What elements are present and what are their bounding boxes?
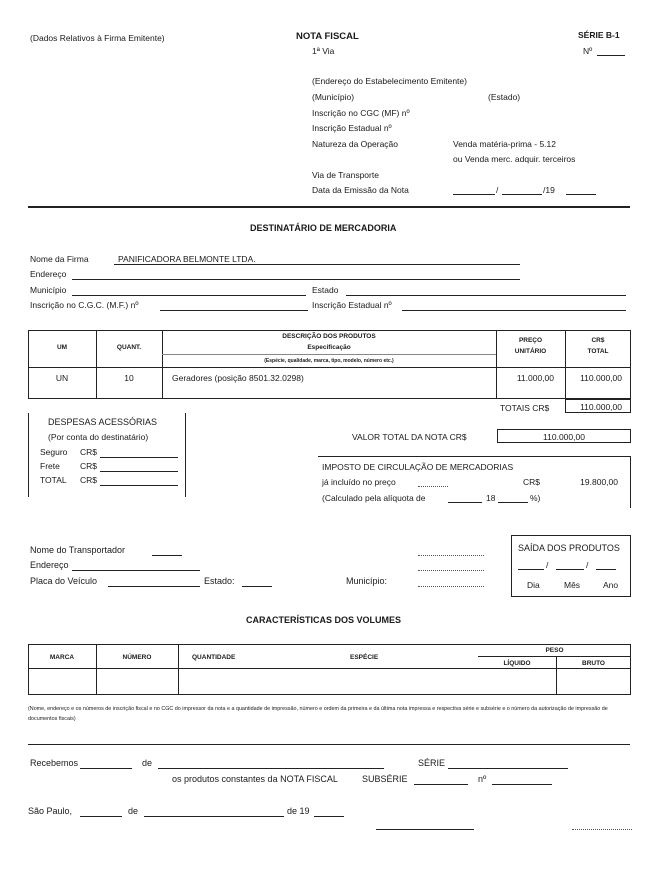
frete-field[interactable] (100, 471, 178, 472)
inscricao-estadual-field[interactable] (402, 310, 626, 311)
recibo-de: de (142, 758, 153, 768)
saida-dia-label: Dia (527, 580, 540, 590)
date-sep-2: /19 (543, 185, 555, 195)
municipio-field[interactable] (72, 295, 306, 296)
assinatura-mes-field[interactable] (144, 816, 284, 817)
natureza-value-2: ou Venda merc. adquir. terceiros (453, 154, 576, 164)
recibo-nro-label: nº (478, 774, 487, 784)
totais-value: 110.000,00 (580, 402, 622, 412)
valor-total-value: 110.000,00 (543, 432, 585, 442)
icm-value: 19.800,00 (580, 477, 618, 487)
numero-field[interactable] (597, 55, 625, 56)
vol-peso-header: PESO (545, 647, 564, 654)
vol-quantidade-header: QUANTIDADE (192, 654, 236, 661)
col-desc-note: (Espécie, qualidade, marca, tipo, modelo, número etc.) (264, 358, 394, 364)
emitente-cgc: Inscrição no CGC (MF) nº (312, 108, 410, 118)
assinatura-de-19: de 19 (287, 806, 310, 816)
row-quant: 10 (124, 373, 134, 383)
total-despesas-cr: CR$ (80, 475, 98, 485)
col-um-header: UM (56, 344, 68, 351)
saida-mes-label: Mês (564, 580, 581, 590)
transportador-label: Nome do Transportador (30, 545, 126, 555)
desc-sub-divider (162, 354, 496, 355)
placa-label: Placa do Veículo (30, 576, 98, 586)
col-desc-sub: Especificação (307, 344, 351, 351)
cgc-field[interactable] (160, 310, 308, 311)
seguro-field[interactable] (100, 457, 178, 458)
icm-cr: CR$ (523, 477, 541, 487)
col-divider-1 (96, 330, 97, 399)
assinatura-dia-field[interactable] (80, 816, 122, 817)
header-divider (28, 206, 630, 208)
form-title: NOTA FISCAL (296, 31, 359, 42)
icm-aliquota-field-2[interactable] (498, 502, 528, 503)
vol-col-divider-1 (96, 644, 97, 695)
products-header-divider (28, 367, 631, 368)
date-sep-1: / (496, 185, 499, 195)
inscricao-estadual-label: Inscrição Estadual nº (312, 300, 392, 310)
icm-title: IMPOSTO DE CIRCULAÇÃO DE MERCADORIAS (322, 462, 514, 472)
total-despesas-field[interactable] (100, 485, 178, 486)
icm-fill-1 (418, 486, 448, 487)
recibo-subserie-field[interactable] (414, 784, 468, 785)
endereco-label: Endereço (30, 269, 67, 279)
transporte-estado-label: Estado: (204, 576, 235, 586)
vol-col-divider-2 (178, 644, 179, 695)
assinatura-de-1: de (128, 806, 139, 816)
recibo-subserie-label: SUBSÉRIE (362, 774, 408, 784)
col-divider-2 (162, 330, 163, 399)
emitente-endereco: (Endereço do Estabelecimento Emitente) (312, 76, 467, 86)
saida-mes-field[interactable] (556, 569, 584, 570)
assinatura-line-2[interactable] (572, 829, 632, 830)
data-emissao-label: Data da Emissão da Nota (312, 185, 409, 195)
recibo-serie-field[interactable] (448, 768, 568, 769)
transportador-field-2[interactable] (418, 555, 484, 556)
totais-label: TOTAIS CR$ (500, 403, 550, 413)
vol-especie-header: ESPÉCIE (350, 654, 379, 661)
volumes-header-divider (28, 668, 631, 669)
seguro-label: Seguro (40, 447, 68, 457)
icm-aliquota-value: 18 (486, 493, 496, 503)
col-desc-header: DESCRIÇÃO DOS PRODUTOS (282, 333, 376, 340)
serie-label: SÉRIE B-1 (578, 30, 620, 40)
row-um: UN (55, 373, 69, 383)
transporte-endereco-label: Endereço (30, 560, 69, 570)
placa-field[interactable] (108, 586, 200, 587)
transportador-field[interactable] (152, 555, 182, 556)
icm-aliquota-field[interactable] (448, 502, 482, 503)
frete-label: Frete (40, 461, 60, 471)
municipio-label: Município (30, 285, 67, 295)
saida-ano-field[interactable] (596, 569, 616, 570)
assinatura-ano-field[interactable] (314, 816, 344, 817)
printer-footnote: (Nome, endereço e os números de inscrição fiscal e no CGC do impressor da nota e a quantidade de impressão, número e ordem da primeira e da última nota impressa e respectiva série e subsérie e o número da autorização de impressão de documentos fiscais) (28, 706, 608, 722)
estado-field[interactable] (346, 295, 626, 296)
icm-line1: já incluído no preço (322, 477, 396, 487)
via-label: 1ª Via (312, 46, 335, 56)
col-quant-header: QUANT. (116, 344, 142, 351)
recibo-line2: os produtos constantes da NOTA FISCAL (172, 774, 338, 784)
icm-line2-c: %) (530, 493, 541, 503)
recibo-serie-label: SÉRIE (418, 758, 446, 768)
despesas-title: DESPESAS ACESSÓRIAS (48, 417, 158, 427)
vol-bruto-header: BRUTO (582, 660, 605, 667)
seguro-cr: CR$ (80, 447, 98, 457)
via-transporte-label: Via de Transporte (312, 170, 379, 180)
nome-firma-field[interactable] (114, 264, 520, 265)
emitente-municipio: (Município) (312, 92, 355, 102)
emitente-estado: (Estado) (488, 92, 521, 102)
transporte-endereco-field[interactable] (72, 570, 200, 571)
row-desc: Geradores (posição 8501.32.0298) (172, 373, 304, 383)
nome-firma-value: PANIFICADORA BELMONTE LTDA. (118, 254, 256, 264)
volumes-title: CARACTERÍSTICAS DOS VOLUMES (246, 615, 402, 625)
col-preco-sub: UNITÁRIO (514, 348, 547, 355)
row-total: 110.000,00 (580, 373, 622, 383)
numero-label: Nº (583, 46, 593, 56)
cgc-label: Inscrição no C.G.C. (M.F.) nº (30, 300, 139, 310)
saida-ano-label: Ano (603, 580, 619, 590)
natureza-label: Natureza da Operação (312, 139, 398, 149)
frete-cr: CR$ (80, 461, 98, 471)
endereco-field[interactable] (72, 279, 520, 280)
transporte-municipio-label: Município: (346, 576, 388, 586)
sender-note: (Dados Relativos à Firma Emitente) (30, 33, 165, 43)
saida-title: SAÍDA DOS PRODUTOS (518, 543, 620, 553)
saida-sep-1: / (546, 560, 549, 570)
recebemos-field[interactable] (80, 768, 132, 769)
emissao-dia-field[interactable] (453, 194, 495, 195)
transporte-estado-field[interactable] (242, 586, 272, 587)
despesas-left-border (28, 413, 29, 497)
emissao-mes-field[interactable] (502, 194, 542, 195)
valor-total-label: VALOR TOTAL DA NOTA CR$ (352, 432, 467, 442)
icm-line2-a: (Calculado pela alíquota de (322, 493, 426, 503)
col-total-header: CR$ (591, 337, 605, 344)
transporte-endereco-field-2[interactable] (418, 570, 484, 571)
estado-label: Estado (312, 285, 339, 295)
peso-divider (478, 656, 631, 657)
natureza-value-1: Venda matéria-prima - 5.12 (453, 139, 556, 149)
recebemos-label: Recebemos (30, 758, 79, 768)
emitente-inscricao: Inscrição Estadual nº (312, 123, 392, 133)
row-preco: 11.000,00 (516, 373, 554, 383)
saida-sep-2: / (586, 560, 589, 570)
vol-marca-header: MARCA (49, 654, 75, 661)
despesas-subtitle: (Por conta do destinatário) (48, 432, 149, 442)
recibo-nro-field[interactable] (492, 784, 552, 785)
emissao-ano-field[interactable] (566, 194, 596, 195)
total-despesas-label: TOTAL (40, 475, 67, 485)
col-total-sub: TOTAL (587, 348, 609, 355)
cidade-label: São Paulo, (28, 806, 73, 816)
recibo-de-field[interactable] (158, 768, 384, 769)
vol-numero-header: NÚMERO (122, 654, 152, 661)
col-preco-header: PREÇO (518, 337, 543, 344)
nome-firma-label: Nome da Firma (30, 254, 89, 264)
destinatario-title: DESTINATÁRIO DE MERCADORIA (250, 223, 397, 233)
saida-dia-field[interactable] (518, 569, 544, 570)
transporte-municipio-field[interactable] (418, 586, 484, 587)
vol-liquido-header: LÍQUIDO (503, 660, 531, 667)
footer-divider (28, 744, 630, 745)
assinatura-line-1[interactable] (376, 829, 474, 830)
